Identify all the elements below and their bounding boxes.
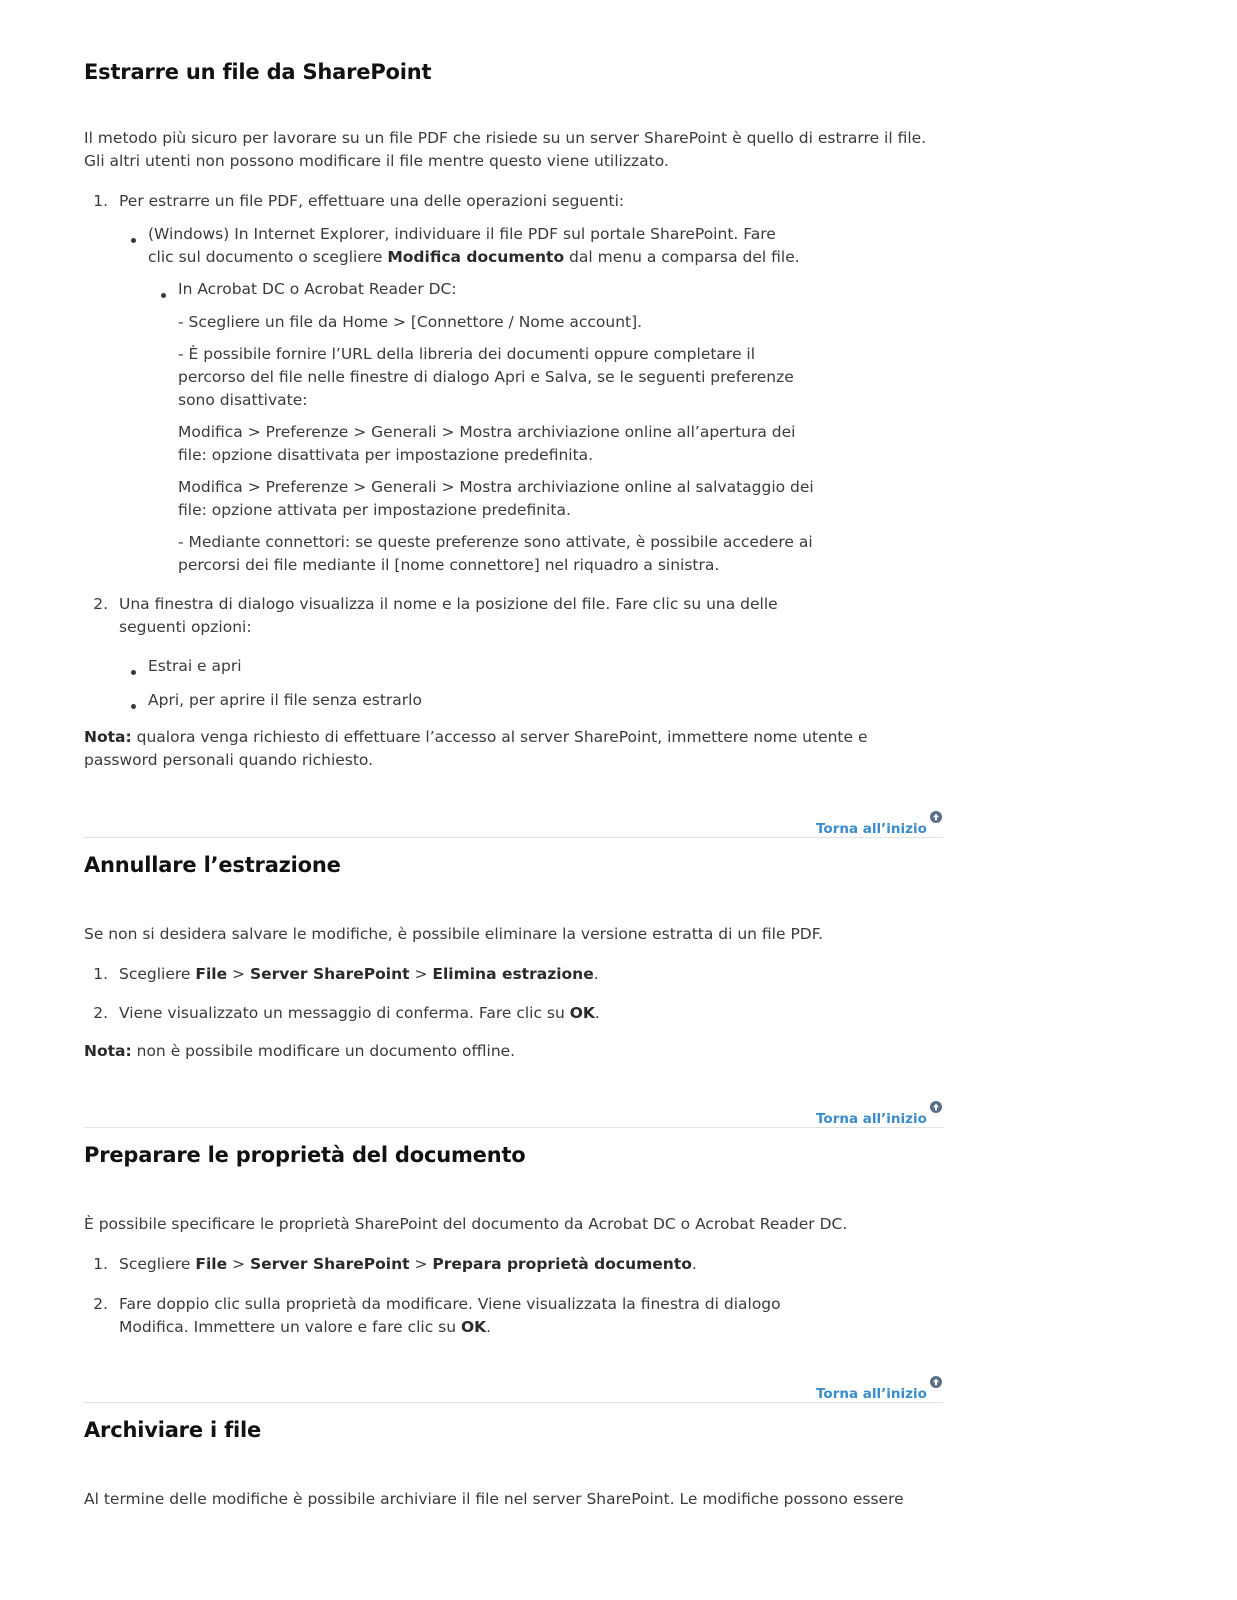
section-title-estrarre: Estrarre un file da SharePoint bbox=[84, 60, 432, 84]
pref-save-2: file: opzione attivata per impostazione predefinita. bbox=[178, 501, 571, 519]
bullet bbox=[131, 670, 136, 675]
note-offline: Nota: non è possibile modificare un documento offline. bbox=[84, 1042, 516, 1060]
intro-line-2: Gli altri utenti non possono modificare il file mentre questo viene utilizzato. bbox=[84, 152, 669, 170]
step-text: Scegliere File > Server SharePoint > Elimina estrazione. bbox=[119, 965, 599, 983]
step2-line-1: Fare doppio clic sulla proprietà da modificare. Viene visualizzata la finestra di dialogo bbox=[119, 1295, 781, 1313]
windows-line-1: (Windows) In Internet Explorer, individuare il file PDF sul portale SharePoint. Fare bbox=[148, 225, 776, 243]
step-number: 2. bbox=[93, 1004, 108, 1022]
section-title-archiviare: Archiviare i file bbox=[84, 1418, 262, 1442]
paragraph-url-1: - È possibile fornire l’URL della libreria dei documenti oppure completare il bbox=[178, 345, 756, 363]
bullet bbox=[161, 293, 166, 298]
pref-save-1: Modifica > Preferenze > Generali > Mostra archiviazione online al salvataggio dei bbox=[178, 478, 814, 496]
step-text: Viene visualizzato un messaggio di conferma. Fare clic su OK. bbox=[119, 1004, 600, 1022]
step-number: 1. bbox=[93, 965, 108, 983]
step-number: 2. bbox=[93, 1295, 108, 1313]
paragraph-home: - Scegliere un file da Home > [Connettore / Nome account]. bbox=[178, 313, 643, 331]
acrobat-line: In Acrobat DC o Acrobat Reader DC: bbox=[178, 280, 457, 298]
section-divider bbox=[84, 1127, 943, 1128]
pref-open-2: file: opzione disattivata per impostazione predefinita. bbox=[178, 446, 594, 464]
step2-line-1: Una finestra di dialogo visualizza il nome e la posizione del file. Fare clic su una delle bbox=[119, 595, 778, 613]
arrow-up-circle-icon[interactable] bbox=[930, 811, 942, 823]
connectors-1: - Mediante connettori: se queste preferenze sono attivate, è possibile accedere ai bbox=[178, 533, 813, 551]
step-text: Per estrarre un file PDF, effettuare una delle operazioni seguenti: bbox=[119, 192, 625, 210]
section-title-preparare: Preparare le proprietà del documento bbox=[84, 1143, 526, 1167]
arrow-up-circle-icon[interactable] bbox=[930, 1376, 942, 1388]
intro-line-1: Il metodo più sicuro per lavorare su un file PDF che risiede su un server SharePoint è quello di estrarre il file. bbox=[84, 129, 927, 147]
step-text: Scegliere File > Server SharePoint > Prepara proprietà documento. bbox=[119, 1255, 697, 1273]
note-line-1: Nota: qualora venga richiesto di effettuare l’accesso al server SharePoint, immettere nome utente e bbox=[84, 728, 868, 746]
step-number: 1. bbox=[93, 1255, 108, 1273]
section-divider bbox=[84, 1402, 943, 1403]
option-extract-open: Estrai e apri bbox=[148, 657, 242, 675]
connectors-2: percorsi dei file mediante il [nome connettore] nel riquadro a sinistra. bbox=[178, 556, 720, 574]
step-number: 2. bbox=[93, 595, 108, 613]
note-line-2: password personali quando richiesto. bbox=[84, 751, 374, 769]
note-label: Nota: bbox=[84, 728, 132, 746]
paragraph-url-3: sono disattivate: bbox=[178, 391, 308, 409]
bullet bbox=[131, 704, 136, 709]
section-title-annullare: Annullare l’estrazione bbox=[84, 853, 341, 877]
step-number: 1. bbox=[93, 192, 108, 210]
note-label: Nota: bbox=[84, 1042, 132, 1060]
step2-line-2: seguenti opzioni: bbox=[119, 618, 252, 636]
paragraph-url-2: percorso del file nelle finestre di dialogo Apri e Salva, se le seguenti preferenze bbox=[178, 368, 794, 386]
intro-preparare: È possibile specificare le proprietà SharePoint del documento da Acrobat DC o Acrobat Reader DC. bbox=[84, 1215, 848, 1233]
bullet bbox=[131, 238, 136, 243]
back-to-top-link[interactable]: Torna all’inizio bbox=[816, 821, 927, 837]
intro-archiviare: Al termine delle modifiche è possibile archiviare il file nel server SharePoint. Le modifiche possono essere bbox=[84, 1490, 904, 1508]
section-divider bbox=[84, 837, 943, 838]
pref-open-1: Modifica > Preferenze > Generali > Mostra archiviazione online all’apertura dei bbox=[178, 423, 796, 441]
modifica-documento-label: Modifica documento bbox=[387, 248, 565, 266]
windows-line-2: clic sul documento o scegliere Modifica documento dal menu a comparsa del file. bbox=[148, 248, 800, 266]
option-open: Apri, per aprire il file senza estrarlo bbox=[148, 691, 422, 709]
back-to-top-link[interactable]: Torna all’inizio bbox=[816, 1386, 927, 1402]
step2-line-2: Modifica. Immettere un valore e fare clic su OK. bbox=[119, 1318, 492, 1336]
back-to-top-link[interactable]: Torna all’inizio bbox=[816, 1111, 927, 1127]
intro-annullare: Se non si desidera salvare le modifiche, è possibile eliminare la versione estratta di un file PDF. bbox=[84, 925, 824, 943]
arrow-up-circle-icon[interactable] bbox=[930, 1101, 942, 1113]
